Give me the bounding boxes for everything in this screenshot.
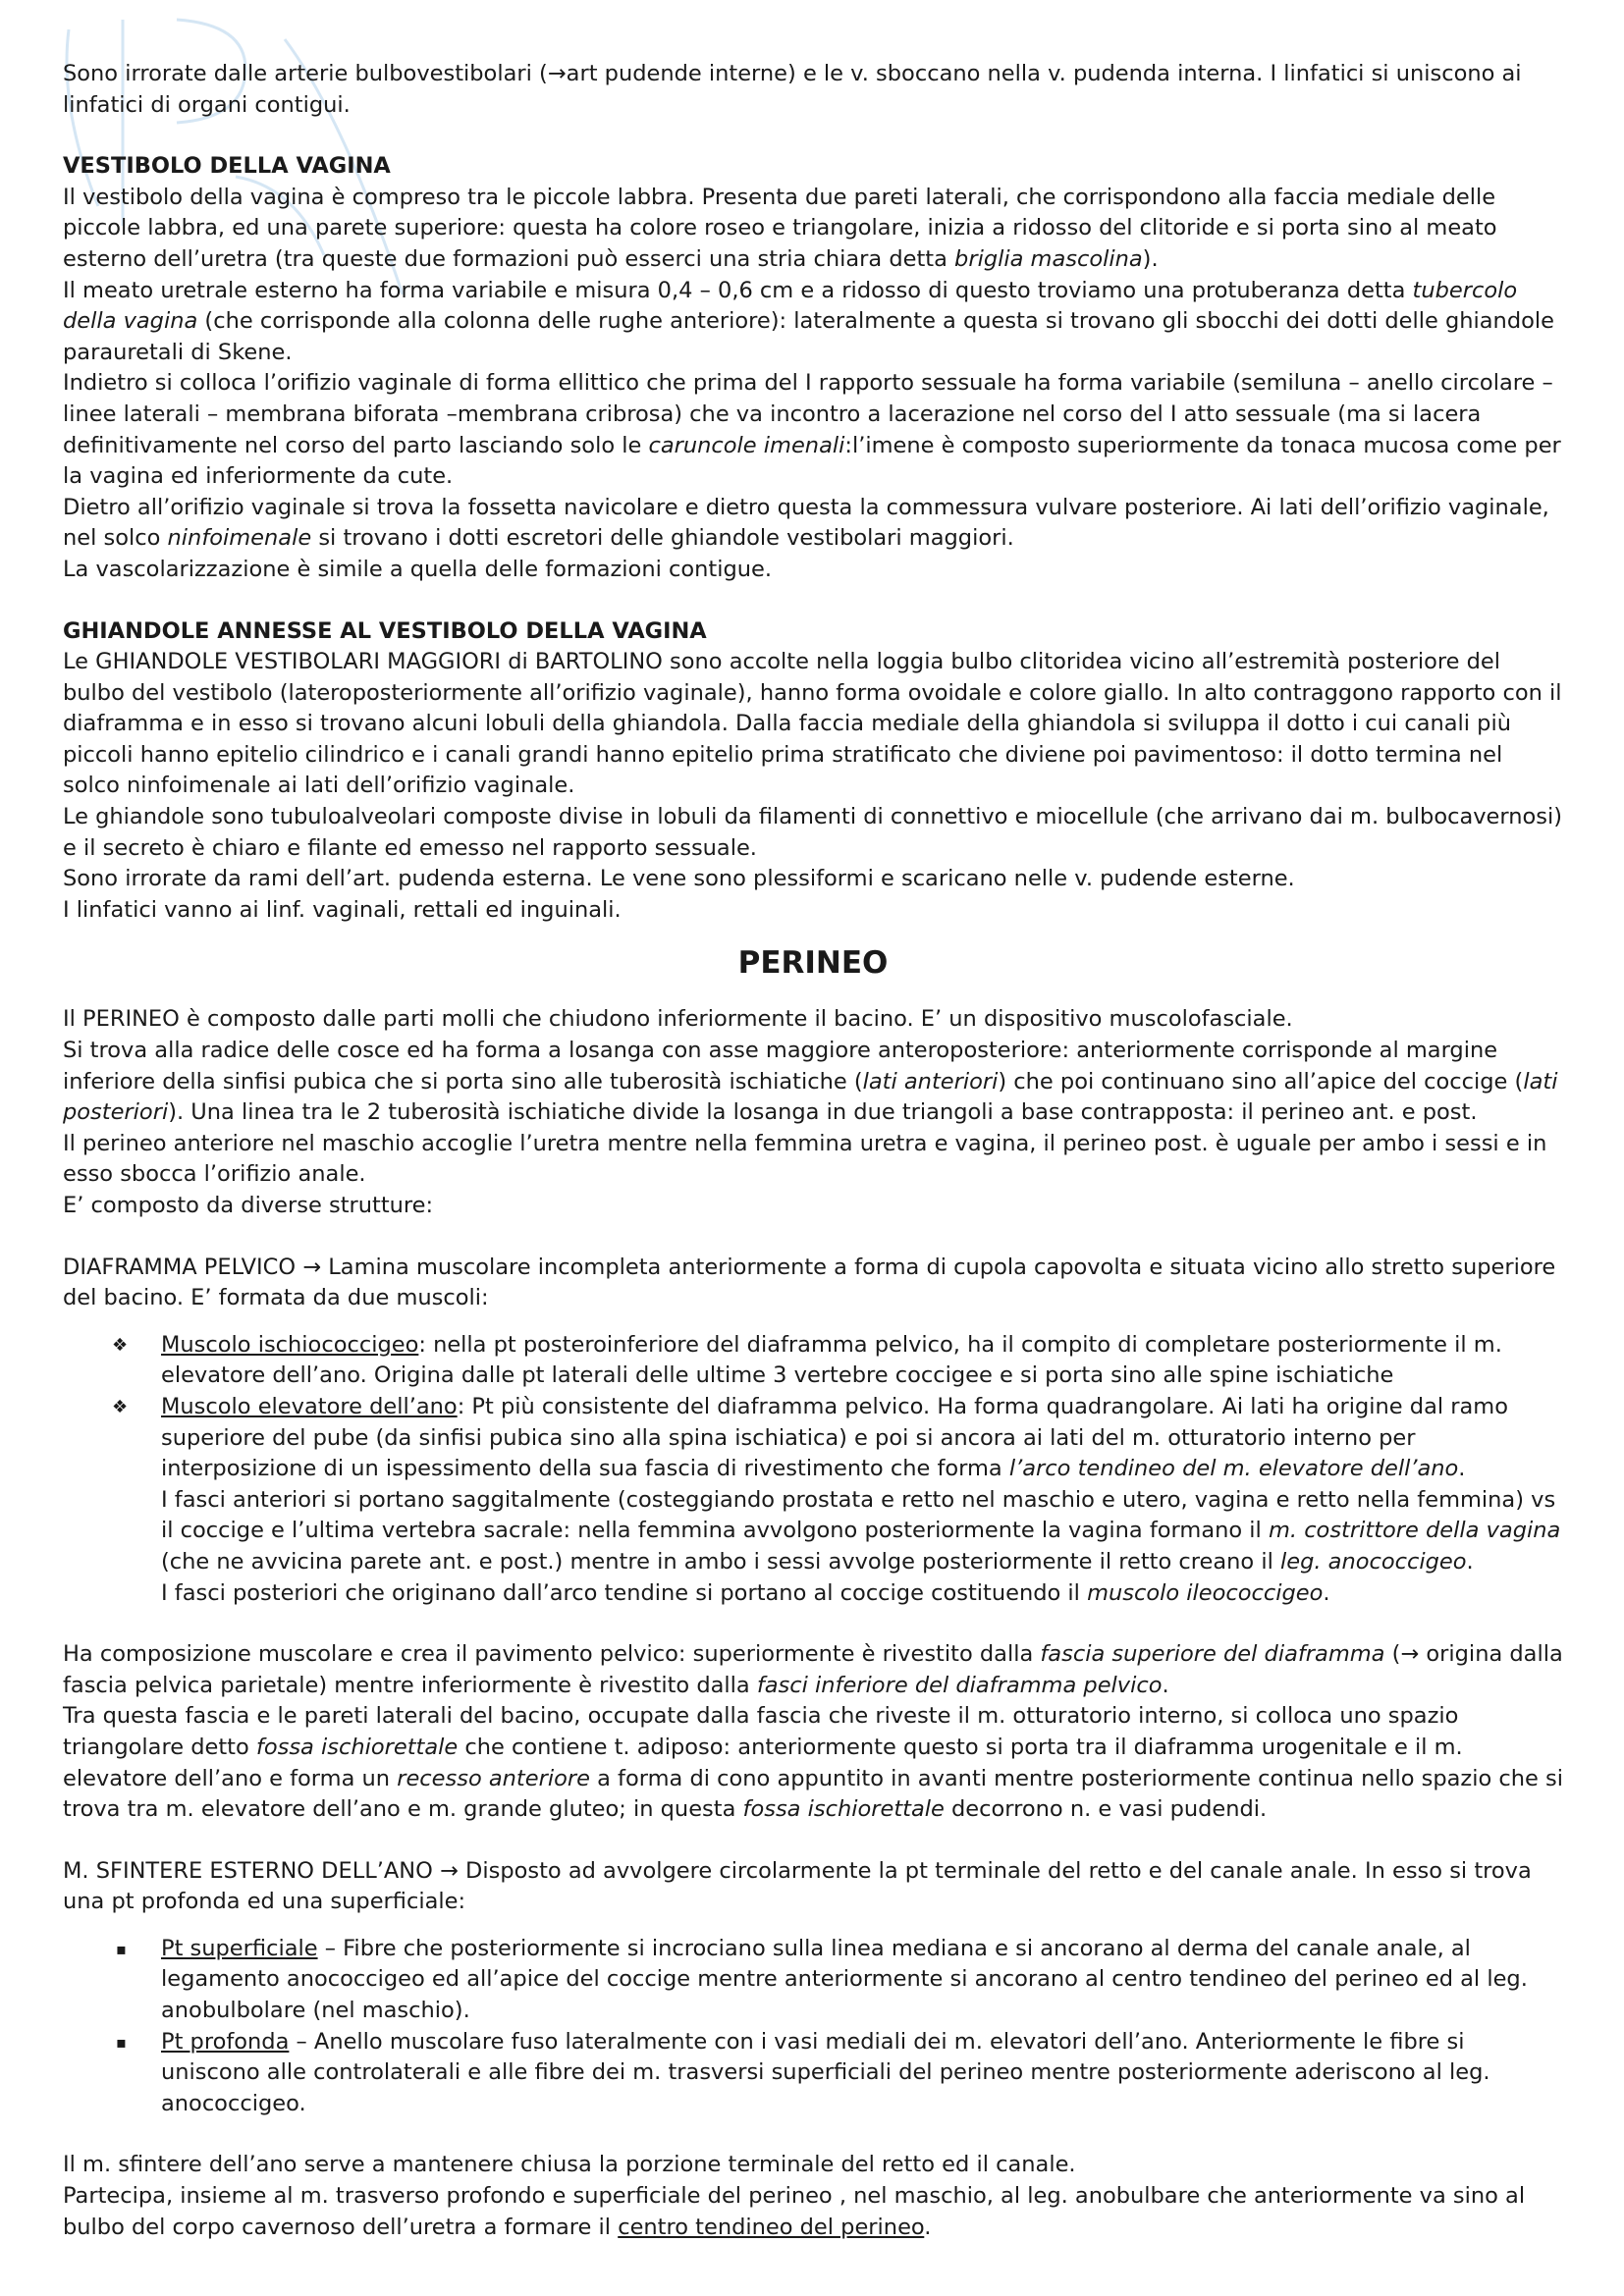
diaframma-muscle-list (63, 1330, 1563, 1609)
diamond-bullet-icon: ❖ (112, 1396, 129, 1417)
vascolarizzazione-paragraph: La vascolarizzazione è simile a quella delle formazioni contigue. (63, 556, 772, 582)
perineo-title: PERINEO (737, 945, 889, 982)
square-bullet-icon: ▪ (116, 1939, 127, 1958)
list-item: ❖ Muscolo elevatore dell’ano: Pt più consistente del diaframma pelvico. Ha forma quadrangolare. Ai lati ha origine dal ramo superiore del pube (da sinfisi pubica sino alla spina ischiatica) e poi si ancora ai lati del m. otturatorio interno per interposizione di un ispessimento della sua fascia di rivestimento che forma l’arco tendineo del m. elevatore dell’ano. I fasci anteriori si portano saggitalmente (costeggiando prostata e retto nel maschio e utero, vagina e retto nella femmina) vs il coccige e l’ultima vertebra sacrale: nella femmina avvolgono posteriormente la vagina formano il m. costrittore della vagina (che ne avvicina parete ant. e post.) mentre in ambo i sessi avvolge posteriormente il retto creano il leg. anococcigeo. I fasci posteriori che originano dall’arco tendine si portano al coccige costituendo il muscolo ileococcigeo. (112, 1393, 1561, 1606)
fossa-paragraph: Tra questa fascia e le pareti laterali del bacino, occupate dalla fascia che riveste il m. otturatorio interno, si colloca uno spazio triangolare detto fossa ischiorettale che contiene t. adiposo: anteriormente questo si porta tra il diaframma urogenitale e il m. elevatore dell’ano e forma un recesso anteriore a forma di cono appuntito in avanti mentre posteriormente continua nello spazio che si trova tra m. elevatore dell’ano e m. grande gluteo; in questa fossa ischiorettale decorrono n. e vasi pudendi. (63, 1703, 1563, 1823)
perineo-paragraph-1: Il PERINEO è composto dalle parti molli che chiudono inferiormente il bacino. E’ un dispositivo muscolofasciale. (63, 1006, 1293, 1033)
bartolino-paragraph: Le GHIANDOLE VESTIBOLARI MAGGIORI di BARTOLINO sono accolte nella loggia bulbo clitoridea vicino all’estremità posteriore del bulbo del vestibolo (lateroposteriormente all’orifizio vaginale), hanno forma ovoidale e colore giallo. In alto contraggono rapporto con il diaframma e in esso si trovano alcuni lobuli della ghiandola. Dalla faccia mediale della ghiandola si sviluppa il dotto i cui canali più piccoli hanno epitelio cilindrico e i canali grandi hanno epitelio prima stratificato che diviene poi pavimentoso: il dotto termina nel solco ninfoimenale ai lati dell’orifizio vaginale. (63, 649, 1562, 799)
list-item: ❖ Muscolo ischiococcigeo: nella pt posteroinferiore del diaframma pelvico, ha il compito di completare posteriormente il m. elevatore dell’ano. Origina dalle pt laterali delle ultime 3 vertebre coccigee e si porta sino alle spine ischiatiche (112, 1331, 1502, 1389)
square-bullet-icon: ▪ (116, 2032, 127, 2052)
fossetta-paragraph: Dietro all’orifizio vaginale si trova la fossetta navicolare e dietro questa la commessura vulvare posteriore. Ai lati dell’orifizio vaginale, nel solco ninfoimenale si trovano i dotti escretori delle ghiandole vestibolari maggiori. (63, 494, 1549, 552)
list-item: ▪ Pt superficiale – Fibre che posteriormente si incrociano sulla linea mediana e si ancorano al derma del canale anale, al legamento anococcigeo ed all’apice del coccige mentre anteriormente si ancorano al centro tendineo del perineo ed al leg. anobulbolare (nel maschio). (116, 1935, 1528, 2024)
tubuloalveolari-paragraph: Le ghiandole sono tubuloalveolari composte divise in lobuli da filamenti di connettivo e miocellule (che arrivano dai m. bulbocavernosi) e il secreto è chiaro e filante ed emesso nel rapporto sessuale. (63, 804, 1563, 861)
irrorazione-paragraph: Sono irrorate da rami dell’art. pudenda esterna. Le vene sono plessiformi e scaricano nelle v. pudende esterne. (63, 866, 1295, 892)
intro-paragraph: Sono irrorate dalle arterie bulbovestibolari (→art pudende interne) e le v. sboccano nella v. pudenda interna. I linfatici si uniscono ai linfatici di organi contigui. (63, 61, 1522, 118)
sfintere-intro: M. SFINTERE ESTERNO DELL’ANO → Disposto ad avvolgere circolarmente la pt terminale del retto e del canale anale. In esso si trova una pt profonda ed una superficiale: (63, 1857, 1532, 1915)
pavimento-paragraph: Ha composizione muscolare e crea il pavimento pelvico: superiormente è rivestito dalla fascia superiore del diaframma (→ origina dalla fascia pelvica parietale) mentre inferiormente è rivestito dalla fasci inferiore del diaframma pelvico. (63, 1641, 1563, 1698)
meato-paragraph: Il meato uretrale esterno ha forma variabile e misura 0,4 – 0,6 cm e a ridosso di questo troviamo una protuberanza detta tubercolo della vagina (che corrisponde alla colonna delle rughe anteriore): lateralmente a questa si trovano gli sbocchi dei dotti delle ghiandole parauretali di Skene. (63, 277, 1554, 365)
diaframma-intro: DIAFRAMMA PELVICO → Lamina muscolare incompleta anteriormente a forma di cupola capovolta e situata vicino allo stretto superiore del bacino. E’ formata da due muscoli: (63, 1254, 1556, 1311)
ghiandole-heading: GHIANDOLE ANNESSE AL VESTIBOLO DELLA VAGINA (63, 617, 707, 644)
perineo-paragraph-4: E’ composto da diverse strutture: (63, 1193, 434, 1218)
linfatici-paragraph: I linfatici vanno ai linf. vaginali, rettali ed inguinali. (63, 896, 622, 923)
list-item: ▪ Pt profonda – Anello muscolare fuso lateralmente con i vasi mediali dei m. elevatori dell’ano. Anteriormente le fibre si uniscono alle controlaterali e alle fibre dei m. trasversi superficiali del perineo mentre posteriormente aderiscono al leg. anococcigeo. (116, 2028, 1490, 2116)
orifizio-paragraph: Indietro si colloca l’orifizio vaginale di forma ellittico che prima del I rapporto sessuale ha forma variabile (semiluna – anello circolare – linee laterali – membrana biforata –membrana cribrosa) che va incontro a lacerazione nel corso del I atto sessuale (ma si lacera definitivamente nel corso del parto lasciando solo le caruncole imenali:l’imene è composto superiormente da tonaca mucosa come per la vagina ed inferiormente da cute. (63, 370, 1561, 490)
document-page (63, 59, 1563, 2243)
vestibolo-heading: VESTIBOLO DELLA VAGINA (63, 153, 391, 180)
sfintere-parts-list (63, 1934, 1563, 2120)
perineo-paragraph-3: Il perineo anteriore nel maschio accoglie l’uretra mentre nella femmina uretra e vagina, il perineo post. è uguale per ambo i sessi e in esso sbocca l’orifizio anale. (63, 1130, 1547, 1188)
sfintere-paragraph-2: Partecipa, insieme al m. trasverso profondo e superficiale del perineo , nel maschio, al leg. anobulbare che anteriormente va sino al bulbo del corpo cavernoso dell’uretra a formare il centro tendineo del perineo. (63, 2183, 1526, 2240)
sfintere-paragraph-1: Il m. sfintere dell’ano serve a mantenere chiusa la porzione terminale del retto ed il canale. (63, 2152, 1076, 2178)
vestibolo-paragraph: Il vestibolo della vagina è compreso tra le piccole labbra. Presenta due pareti laterali, che corrispondono alla faccia mediale delle piccole labbra, ed una parete superiore: questa ha colore roseo e triangolare, inizia a ridosso del clitoride e si porta sino al meato esterno dell’uretra (tra queste due formazioni può esserci una stria chiara detta briglia mascolina). (63, 184, 1497, 272)
perineo-paragraph-2: Si trova alla radice delle cosce ed ha forma a losanga con asse maggiore anteroposteriore: anteriormente corrisponde al margine inferiore della sinfisi pubica che si porta sino alle tuberosità ischiatiche (lati anteriori) che poi continuano sino all’apice del coccige (lati posteriori). Una linea tra le 2 tuberosità ischiatiche divide la losanga in due triangoli a base contrapposta: il perineo ant. e post. (63, 1038, 1558, 1126)
diamond-bullet-icon: ❖ (112, 1334, 129, 1356)
